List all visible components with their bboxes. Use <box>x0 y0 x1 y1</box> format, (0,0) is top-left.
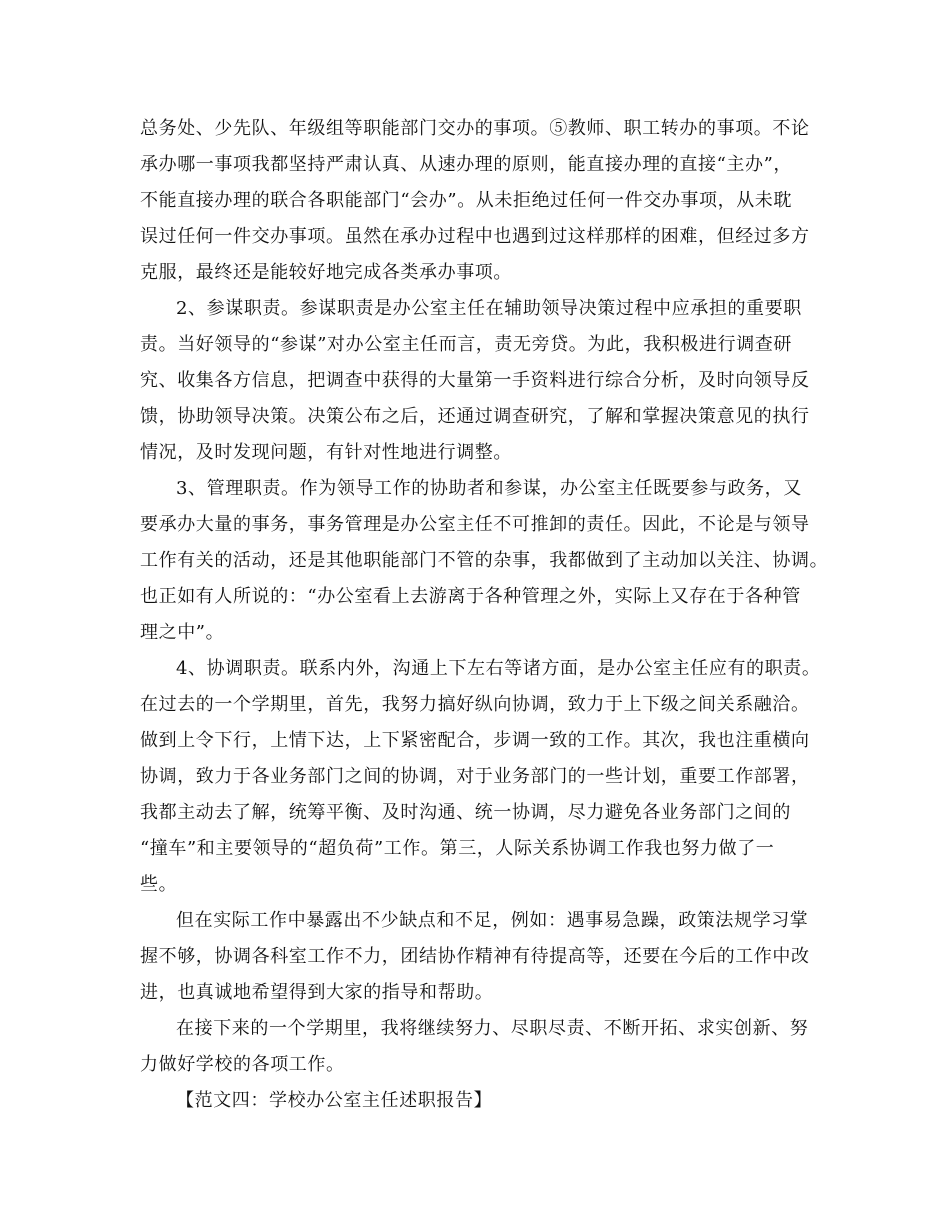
text-line: 误过任何一件交办事项。虽然在承办过程中也遇到过这样那样的困难，但经过多方 <box>140 226 810 247</box>
text-line: 总务处、少先队、年级组等职能部门交办的事项。⑤教师、职工转办的事项。不论 <box>140 118 810 139</box>
text-line: 要承办大量的事务，事务管理是办公室主任不可推卸的责任。因此，不论是与领导 <box>140 514 810 535</box>
text-line: 承办哪一事项我都坚持严肃认真、从速办理的原则，能直接办理的直接“主办”， <box>140 154 793 175</box>
text-line: 责。当好领导的“参谋”对办公室主任而言，责无旁贷。为此，我积极进行调查研 <box>140 334 793 355</box>
text-line: 克服，最终还是能较好地完成各类承办事项。 <box>140 262 512 283</box>
text-line: 究、收集各方信息，把调查中获得的大量第一手资料进行综合分析，及时向领导反 <box>140 370 810 391</box>
text-line: 理之中”。 <box>140 622 225 643</box>
text-line: 工作有关的活动，还是其他职能部门不管的杂事，我都做到了主动加以关注、协调。 <box>140 550 829 571</box>
text-line: 2、参谋职责。参谋职责是办公室主任在辅助领导决策过程中应承担的重要职 <box>176 298 802 319</box>
text-line: 我都主动去了解，统筹平衡、及时沟通、统一协调，尽力避免各业务部门之间的 <box>140 802 791 823</box>
text-line: 情况，及时发现问题，有针对性地进行调整。 <box>140 442 512 463</box>
text-line: 但在实际工作中暴露出不少缺点和不足，例如：遇事易急躁，政策法规学习掌 <box>176 910 809 931</box>
text-line: 在过去的一个学期里，首先，我努力搞好纵向协调，致力于上下级之间关系融洽。 <box>140 694 810 715</box>
text-line: 协调，致力于各业务部门之间的协调，对于业务部门的一些计划，重要工作部署， <box>140 766 810 787</box>
text-line: 进，也真诚地希望得到大家的指导和帮助。 <box>140 982 494 1003</box>
text-line: 握不够，协调各科室工作不力，团结协作精神有待提高等，还要在今后的工作中改 <box>140 946 810 967</box>
text-line: 些。 <box>140 874 178 895</box>
text-line: 馈，协助领导决策。决策公布之后，还通过调查研究，了解和掌握决策意见的执行 <box>140 406 810 427</box>
text-line: 3、管理职责。作为领导工作的协助者和参谋，办公室主任既要参与政务，又 <box>176 478 802 499</box>
text-line: 也正如有人所说的：“办公室看上去游离于各种管理之外，实际上又存在于各种管 <box>140 586 801 607</box>
text-line: 不能直接办理的联合各职能部门“会办”。从未拒绝过任何一件交办事项，从未耽 <box>140 190 793 211</box>
text-line: 4、协调职责。联系内外，沟通上下左右等诸方面，是办公室主任应有的职责。 <box>176 658 821 679</box>
text-line: 力做好学校的各项工作。 <box>140 1054 345 1075</box>
text-line: 在接下来的一个学期里，我将继续努力、尽职尽责、不断开拓、求实创新、努 <box>176 1018 809 1039</box>
section-heading: 【范文四：学校办公室主任述职报告】 <box>176 1090 493 1111</box>
text-line: “撞车”和主要领导的“超负荷”工作。第三，人际关系协调工作我也努力做了一 <box>140 838 775 859</box>
text-line: 做到上令下行，上情下达，上下紧密配合，步调一致的工作。其次，我也注重横向 <box>140 730 810 751</box>
